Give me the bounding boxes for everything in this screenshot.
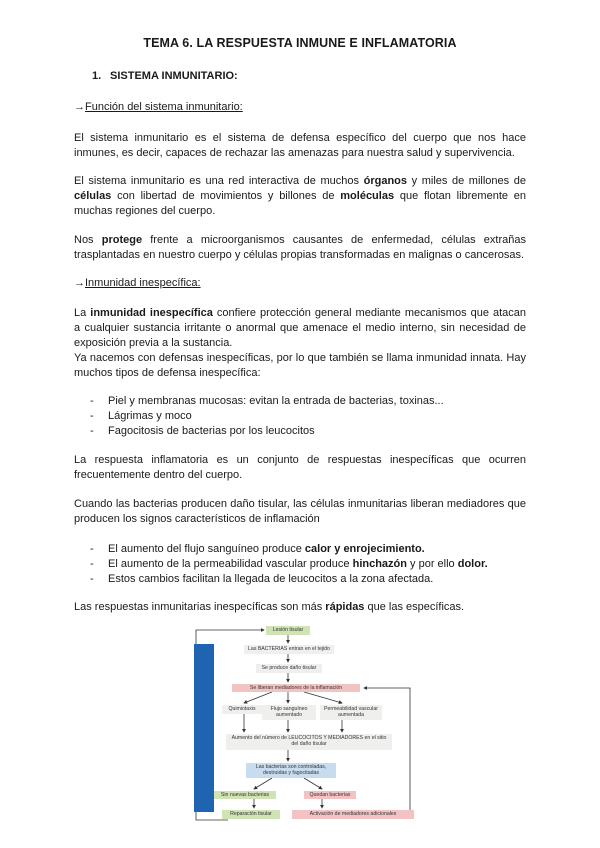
arrow-icon: → [74,277,85,289]
list-item-text: Lágrimas y moco [108,410,192,422]
paragraph-inespecifica-2: La respuesta inflamatoria es un conjunto de respuestas inespecíficas que ocurren frecuentemente dentro del cuerpo. [74,454,526,481]
list-item [90,409,530,424]
node-dano: Se produce daño tisular [256,664,322,673]
bold-term-rapidas: rápidas [325,601,365,613]
bold-term: dolor. [457,558,488,570]
text-run: Las respuestas inmunitarias inespecíficas son más [74,601,326,613]
subheading-funcion [74,101,243,113]
subheading-inespecifica [74,277,201,289]
text-run: Estos cambios facilitan la llegada de leucocitos a la zona afectada. [108,573,434,585]
list-item [90,557,530,572]
list-item [90,542,530,557]
node-bacterias: Las BACTERIAS entran en el tejido [244,645,334,654]
paragraph-inespecifica-4 [74,600,526,615]
text-run: El sistema inmunitario es una red interactiva de muchos [74,175,364,187]
diagram-blue-bar [194,644,214,812]
list-item [90,572,530,587]
list-item [90,424,530,439]
dash-bullet: - [90,425,94,437]
bold-term: calor y enrojecimiento. [304,543,425,555]
subheading-inespecifica-text: Inmunidad inespecífica: [85,277,201,289]
section-heading [92,70,238,82]
list-item [90,394,530,409]
bold-term-inmunidad: inmunidad inespecífica [90,307,213,319]
text-run: que flotan libremente en muchas regiones del cuerpo. [74,190,526,217]
text-run: frente a microorganismos causantes de enfermedad, células extrañas trasplantadas en nuestro cuerpo y células propias transformadas en malignas o cancerosas. [74,234,526,261]
node-permeabilidad: Permeabilidad vascular aumentada [320,705,382,720]
dash-bullet: - [90,395,94,407]
inflammation-flow-diagram [192,624,418,824]
section-label: SISTEMA INMUNITARIO: [110,70,238,82]
text-run: Nos [74,234,102,246]
paragraph-inespecifica-3: Cuando las bacterias producen daño tisular, las células inmunitarias liberan mediadores que producen los signos característicos de inflamación [74,498,526,525]
bold-term-celulas: células [74,190,112,202]
node-quimiotaxis: Quimiotaxis [222,705,262,714]
text-run: El aumento del flujo sanguíneo produce [108,543,305,555]
text-run: Ya nacemos con defensas inespecíficas, por lo que también se llama inmunidad innata. Hay muchos tipos de defensa inespecífica: [74,352,526,379]
text-run: y por ello [406,558,458,570]
node-activacion: Activación de mediadores adicionales [292,810,414,819]
bold-term-organos: órganos [363,175,408,187]
node-sin-bacterias: Sin nuevas bacterias [214,791,276,799]
node-mediadores: Se liberan mediadores de la inflamación [232,684,360,692]
paragraph-inespecifica-1 [74,306,526,381]
list-item-text: Piel y membranas mucosas: evitan la entrada de bacterias, toxinas... [108,395,444,407]
defense-list [90,394,530,439]
text-run: que las específicas. [364,601,465,613]
text-run: confiere protección general mediante mecanismos que atacan a cualquier sustancia irritante o anormal que amenace el medio interno, sin necesidad de exposición previa a la sustancia. [74,307,526,349]
bold-term-protege: protege [101,234,143,246]
text-run: y miles de millones de [407,175,526,187]
dash-bullet: - [90,573,94,585]
text-run: El aumento de la permeabilidad vascular produce [108,558,353,570]
subheading-funcion-text: Función del sistema inmunitario: [85,101,243,113]
list-item-text: Fagocitosis de bacterias por los leucocitos [108,425,315,437]
node-flujo: Flujo sanguíneo aumentado [262,705,316,720]
node-leucocitos: Aumento del número de LEUCOCITOS Y MEDIADORES en el sitio del daño tisular [226,734,392,750]
section-number: 1. [92,70,102,82]
paragraph-funcion-3 [74,233,526,263]
paragraph-funcion-1: El sistema inmunitario es el sistema de defensa específico del cuerpo que nos hace inmunes, es decir, capaces de rechazar las amenazas para nuestra salud y supervivencia. [74,132,526,159]
node-reparacion: Reparación tisular [222,810,280,819]
inflammation-list [90,542,530,587]
text-run: La [74,307,91,319]
paragraph-funcion-2 [74,174,526,219]
dash-bullet: - [90,543,94,555]
dash-bullet: - [90,558,94,570]
page-title: TEMA 6. LA RESPUESTA INMUNE E INFLAMATORIA [143,36,457,50]
text-run: con libertad de movimientos y billones de [111,190,341,202]
node-bacterias-controladas: Las bacterias son controladas, destruidas y fagocitadas [246,763,336,778]
bold-term: hinchazón [352,558,407,570]
bold-term-moleculas: moléculas [340,190,395,202]
dash-bullet: - [90,410,94,422]
node-lesion: Lesión tisular [266,626,310,635]
arrow-icon: → [74,101,85,113]
node-quedan-bacterias: Quedan bacterias [304,791,356,799]
